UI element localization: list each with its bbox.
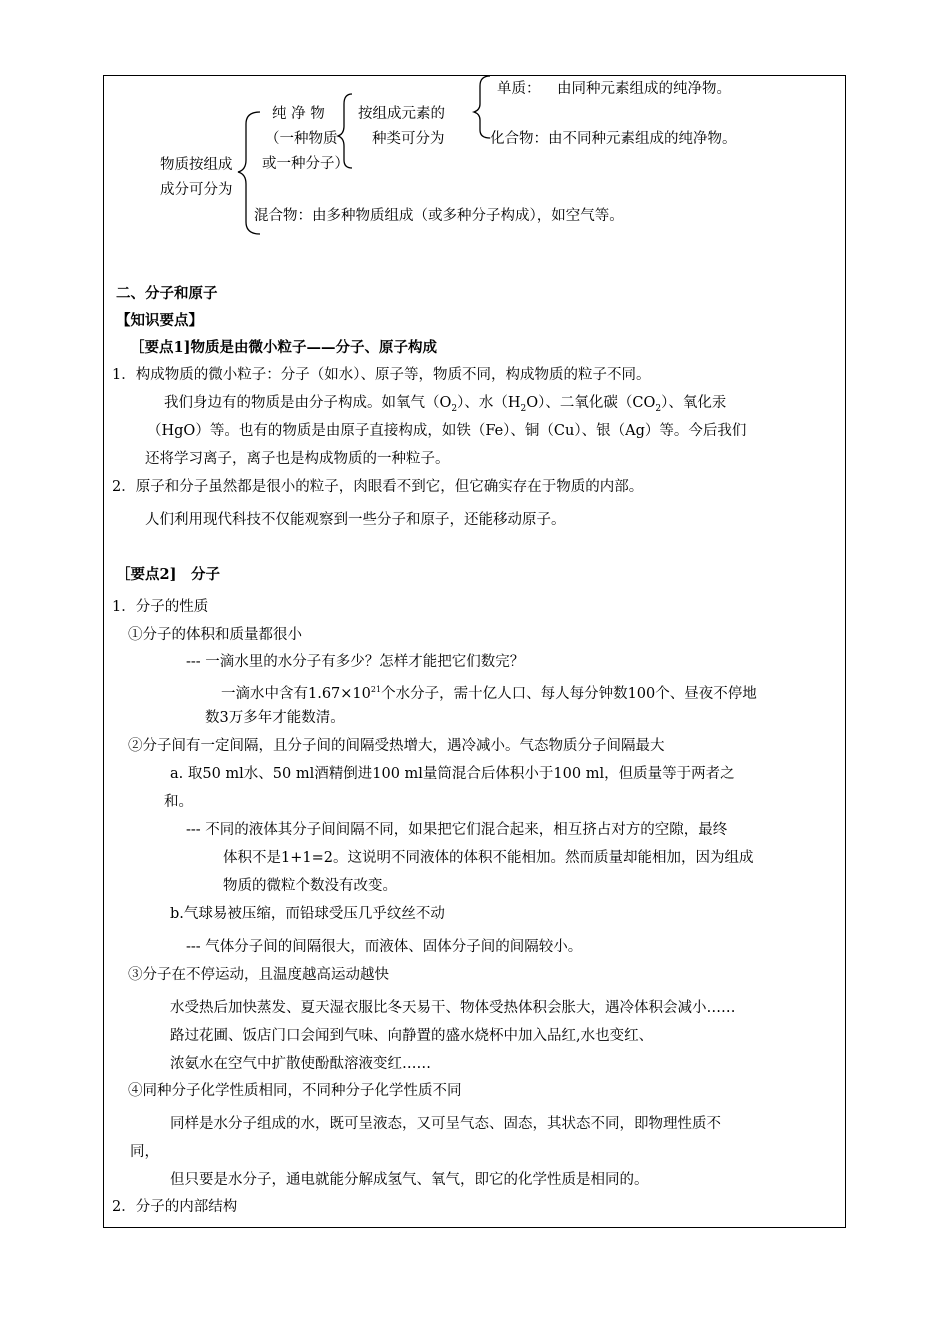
point1-heading: ［要点1]物质是由微小粒子——分子、原子构成 <box>130 339 437 356</box>
property2-note-line3: 物质的微粒个数没有改变。 <box>223 878 397 894</box>
point1-item1-para-line3: 还将学习离子，离子也是构成物质的一种粒子。 <box>145 451 450 467</box>
point1-item1-para-line2: （HgO）等。也有的物质是由原子直接构成，如铁（Fe）、铜（Cu）、银（Ag）等。今后我们 <box>147 423 747 439</box>
property1: ①分子的体积和质量都很小 <box>128 627 302 643</box>
point2-heading: ［要点2] 分子 <box>116 566 220 583</box>
point1-item1: 1．构成物质的微小粒子：分子（如水）、原子等，物质不同，构成物质的粒子不同。 <box>112 367 651 383</box>
point1-item1-para-line1: 我们身边有的物质是由分子构成。如氧气$(O_2)$、水$(H_2O)$、二氧化碳$(CO_2)$、氧化汞 <box>164 395 727 414</box>
by-element-label2: 种类可分为 <box>372 131 445 147</box>
property2-note-line2: 体积不是1+1=2。这说明不同液体的体积不能相加。然而质量却能相加，因为组成 <box>223 850 754 866</box>
section-heading: 二、分子和原子 <box>116 285 218 302</box>
compound-def: 化合物：由不同种元素组成的纯净物。 <box>490 131 737 147</box>
pure-substance-label: 纯 净 物 <box>272 106 325 122</box>
simple-substance-def: 由同种元素组成的纯净物。 <box>557 81 731 97</box>
property4-para2: 但只要是水分子，通电就能分解成氢气、氧气，即它的化学性质是相同的。 <box>170 1172 649 1188</box>
point1-item2: 2．原子和分子虽然都是很小的粒子，肉眼看不到它，但它确实存在于物质的内部。 <box>112 479 644 495</box>
property2-example-a-line1: a. 取50 ml水、50 ml酒精倒进100 ml量筒混合后体积小于100 ml，但质量等于两者之 <box>170 766 735 782</box>
property2-note-line1: --- 不同的液体其分子间间隔不同，如果把它们混合起来，相互挤占对方的空隙，最终 <box>186 822 728 838</box>
property3-example3: 浓氨水在空气中扩散使酚酞溶液变红…… <box>170 1056 431 1072</box>
knowledge-heading: 【知识要点】 <box>116 312 203 329</box>
pure-substance-desc1: （一种物质 <box>265 131 338 147</box>
root-label-line2: 成分可分为 <box>160 182 233 198</box>
property4-para-line1: 同样是水分子组成的水，既可呈液态，又可呈气态、固态，其状态不同，即物理性质不 <box>170 1116 721 1132</box>
property1-answer-line2: 数3万多年才能数清。 <box>205 710 345 726</box>
property3: ③分子在不停运动，且温度越高运动越快 <box>128 967 389 983</box>
property3-example1: 水受热后加快蒸发、夏天湿衣服比冬天易干、物体受热体积会胀大，遇冷体积会减小…… <box>170 1000 736 1016</box>
property2-example-b-note: --- 气体分子间的间隔很大，而液体、固体分子间的间隔较小。 <box>186 939 583 955</box>
point1-item2-para: 人们利用现代科技不仅能观察到一些分子和原子，还能移动原子。 <box>145 512 566 528</box>
property3-example2: 路过花圃、饭店门口会闻到气味、向静置的盛水烧杯中加入品红,水也变红、 <box>170 1028 654 1044</box>
mixture-def: 混合物：由多种物质组成（或多种分子构成），如空气等。 <box>254 208 624 224</box>
by-element-label1: 按组成元素的 <box>358 106 445 122</box>
property4-para-line2: 同， <box>130 1144 159 1160</box>
property1-question: --- 一滴水里的水分子有多少？怎样才能把它们数完？ <box>186 654 525 670</box>
property2: ②分子间有一定间隔，且分子间的间隔受热增大，遇冷减小。气态物质分子间隔最大 <box>128 738 665 754</box>
property1-answer-line1: 一滴水中含有$1.67\times 10^{21}$个水分子，需十亿人口、每人每分钟数100个、昼夜不停地 <box>221 685 757 702</box>
point2-item2: 2．分子的内部结构 <box>112 1199 238 1215</box>
pure-substance-desc2: 或一种分子） <box>262 156 349 172</box>
property2-example-a-line2: 和。 <box>164 794 193 810</box>
root-label-line1: 物质按组成 <box>160 157 233 173</box>
property4: ④同种分子化学性质相同，不同种分子化学性质不同 <box>128 1083 462 1099</box>
simple-substance-label: 单质： <box>497 81 541 97</box>
element-brace <box>474 76 490 138</box>
property2-example-b: b.气球易被压缩，而铅球受压几乎纹丝不动 <box>170 906 445 922</box>
point2-item1: 1．分子的性质 <box>112 599 209 615</box>
